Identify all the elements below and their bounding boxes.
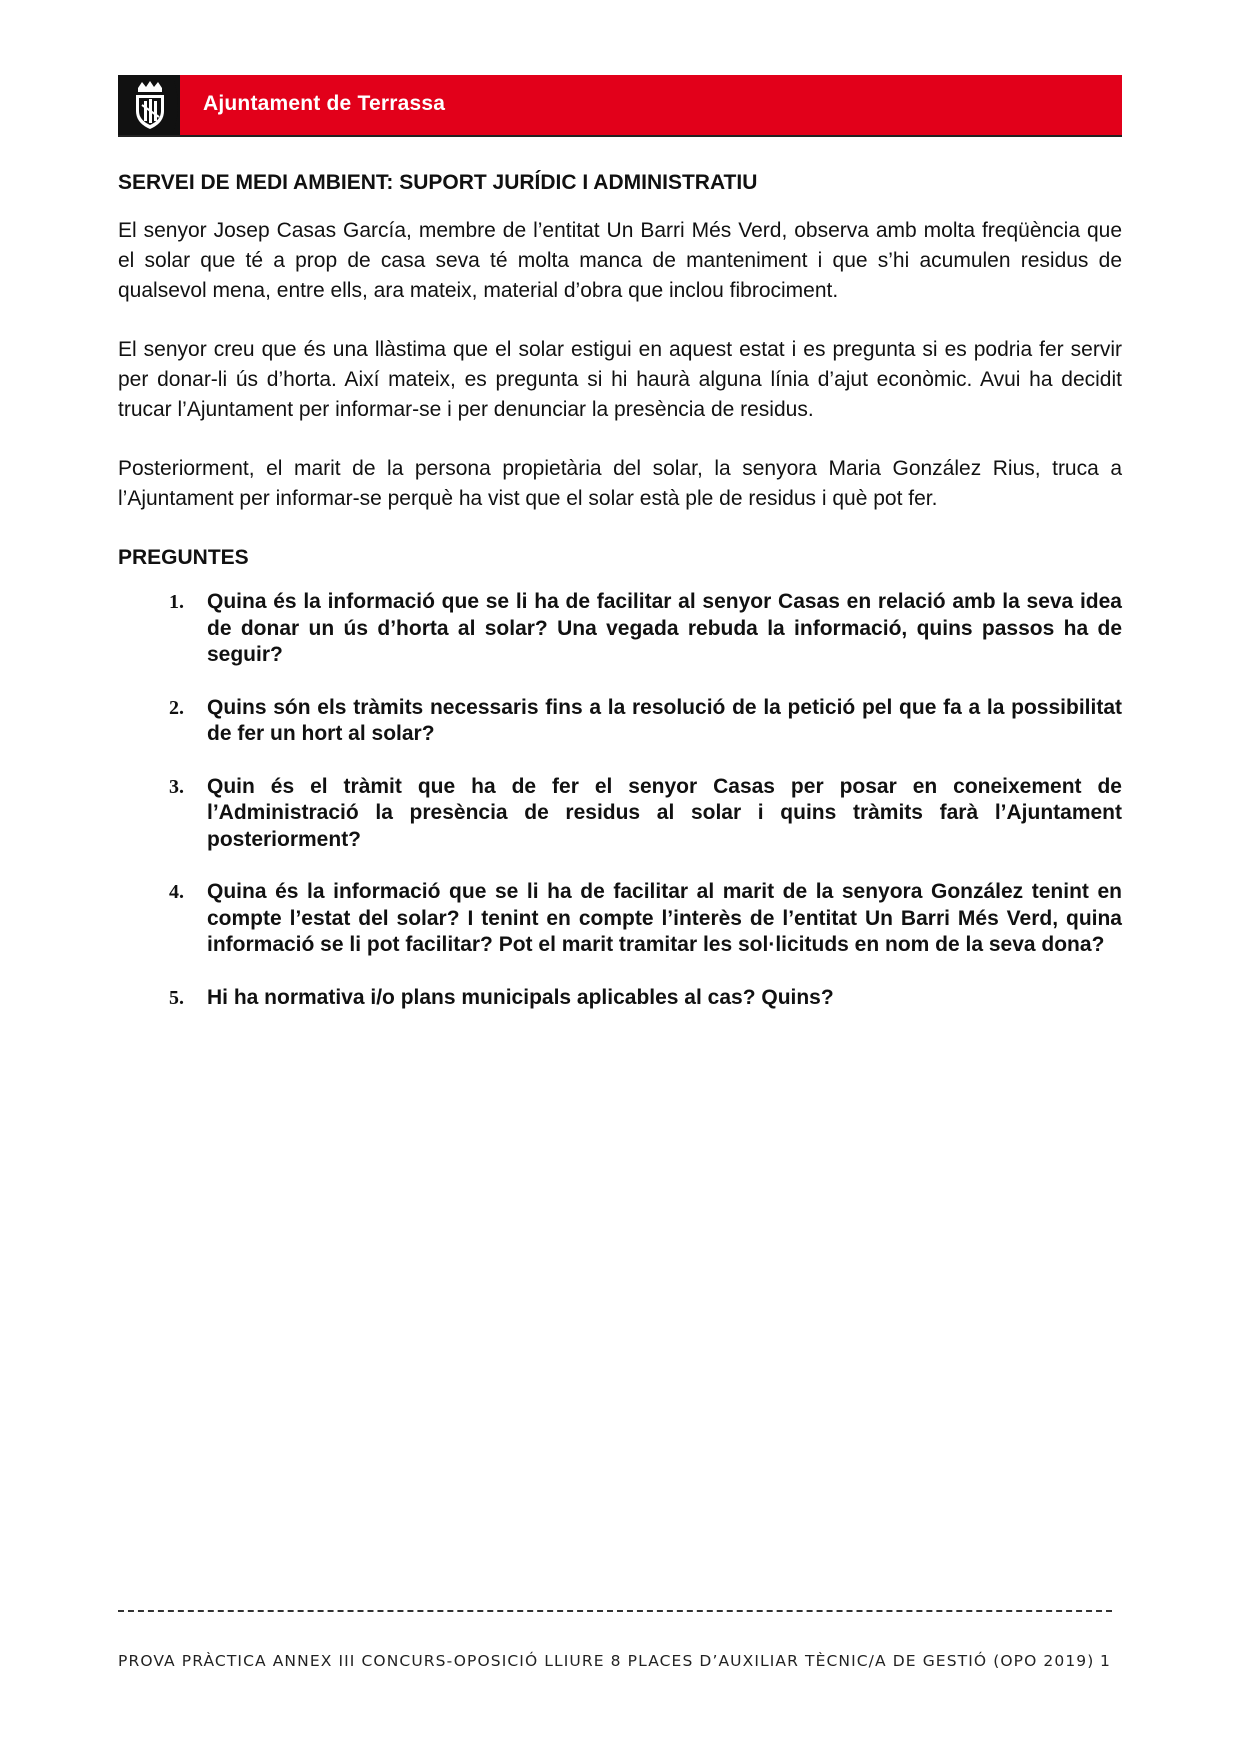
paragraph: El senyor Josep Casas García, membre de l’entitat Un Barri Més Verd, observa amb molta freqüència que el solar que té a prop de casa seva té molta manca de manteniment i que s’hi acumulen residus de qualsevol mena, entre ells, ara mateix, material d’obra que inclou fibrociment. [118, 219, 1122, 302]
question-number: 2. [169, 696, 184, 719]
question-number: 4. [169, 881, 184, 903]
question-number: 3. [169, 775, 184, 798]
question-item [118, 879, 1122, 959]
question-item [118, 985, 1122, 1012]
header-bar [118, 75, 1122, 137]
paragraph: El senyor creu que és una llàstima que el solar estigui en aquest estat i es pregunta si es podria fer servir per donar-li ús d’horta. Així mateix, es pregunta si hi haurà alguna línia d’ajut econòmic. Avui ha decidit trucar l’Ajuntament per informar-se i per denunciar la presència de residus. [118, 338, 1122, 421]
question-number: 1. [169, 591, 184, 613]
question-number: 5. [169, 986, 184, 1009]
org-name: Ajuntament de Terrassa [203, 92, 446, 115]
coat-of-arms-icon [118, 75, 192, 135]
footer-text: PROVA PRÀCTICA ANNEX III CONCURS-OPOSICIÓ LLIURE 8 PLACES D’AUXILIAR TÈCNIC/A DE GESTIÓ (OPO 2019) [118, 1652, 1095, 1670]
questions-title: PREGUNTES [118, 546, 249, 569]
questions-list [118, 589, 1122, 1011]
question-text: Quin és el tràmit que ha de fer el senyor Casas per posar en coneixement de l’Administració la presència de residus al solar i quins tràmits farà l’Ajuntament posteriorment? [207, 774, 1122, 851]
question-text: Hi ha normativa i/o plans municipals aplicables al cas? Quins? [207, 985, 834, 1009]
document-body [118, 168, 1122, 1037]
coat-of-arms-logo [118, 75, 180, 135]
question-item [118, 589, 1122, 669]
footer-divider [118, 1610, 1112, 1612]
question-text: Quina és la informació que se li ha de facilitar al senyor Casas en relació amb la seva idea de donar un ús d’horta al solar? Una vegada rebuda la informació, quins passos ha de seguir? [207, 590, 1122, 666]
section-title: SERVEI DE MEDI AMBIENT: SUPORT JURÍDIC I ADMINISTRATIU [118, 171, 758, 194]
question-item [118, 695, 1122, 748]
question-text: Quina és la informació que se li ha de facilitar al marit de la senyora González tenint en compte l’estat del solar? I tenint en compte l’interès de l’entitat Un Barri Més Verd, quina informació se li pot facilitar? Pot el marit tramitar les sol·licituds en nom de la seva dona? [207, 880, 1122, 956]
paragraph: Posteriorment, el marit de la persona propietària del solar, la senyora Maria González Rius, truca a l’Ajuntament per informar-se perquè ha vist que el solar està ple de residus i què pot fer. [118, 457, 1122, 510]
page-number: 1 [1100, 1652, 1110, 1670]
question-text: Quins són els tràmits necessaris fins a la resolució de la petició pel que fa a la possibilitat de fer un hort al solar? [207, 695, 1122, 745]
question-item [118, 774, 1122, 854]
